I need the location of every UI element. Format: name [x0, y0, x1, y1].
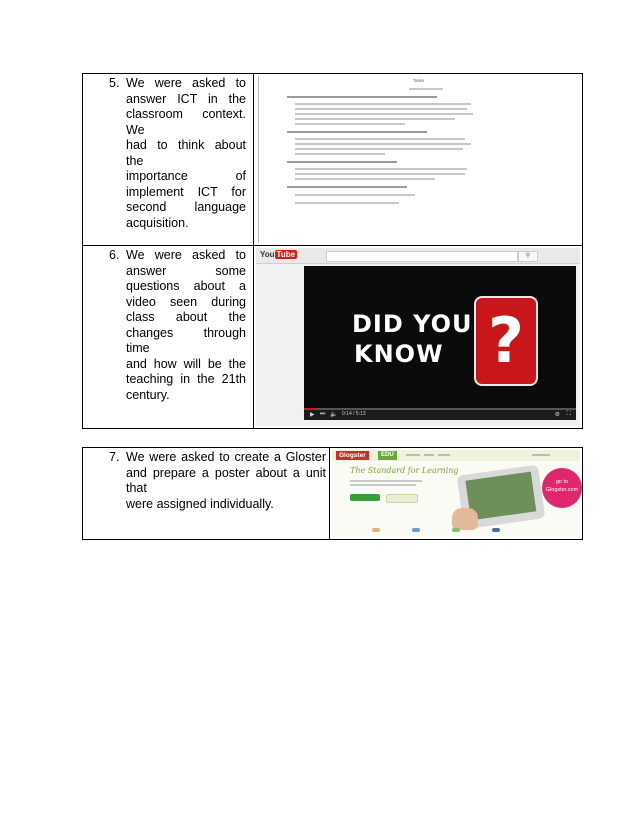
item-number: 7.	[109, 450, 120, 464]
hand-image	[452, 508, 478, 530]
video-page	[256, 248, 580, 426]
document-line	[295, 178, 435, 180]
document-screenshot	[254, 74, 582, 245]
video-player-screenshot	[254, 246, 582, 428]
site-subtitle-line	[350, 484, 416, 486]
question-mark-icon: ?	[474, 296, 538, 386]
activities-table-2	[82, 447, 583, 540]
table-row-6	[83, 245, 582, 428]
site-subtitle-line	[350, 480, 422, 482]
document-line	[295, 138, 465, 140]
edu-badge: EDU	[378, 451, 397, 460]
document-line	[409, 88, 443, 90]
description-line: importance of	[126, 169, 246, 183]
site-headline: The Standard for Learning	[350, 466, 459, 475]
description-cell	[83, 246, 254, 428]
footer-icon	[452, 528, 460, 532]
table-row-5	[83, 74, 582, 245]
description-line: teaching in the 21th	[126, 372, 246, 386]
logo-text: You	[260, 250, 275, 259]
nav-link	[424, 454, 434, 456]
glogster-badge: go to Glogster.com	[542, 468, 582, 508]
site-logo: Glogster	[336, 451, 369, 460]
play-icon: ▶	[310, 412, 315, 418]
document-line	[295, 113, 473, 115]
secondary-button	[386, 494, 418, 503]
video-time: 0:14 / 5:13	[342, 411, 366, 417]
glogster-website-screenshot	[330, 448, 582, 539]
footer-icon	[412, 528, 420, 532]
description-line: implement ICT for	[126, 184, 246, 199]
activities-table-1	[82, 73, 583, 429]
nav-link	[406, 454, 420, 456]
description-line: were assigned individually.	[126, 496, 274, 511]
video-title-line-2: KNOW	[354, 340, 444, 368]
item-number: 5.	[109, 76, 120, 90]
video-title-line-1: DID YOU	[352, 310, 473, 338]
description-line: acquisition.	[126, 215, 189, 230]
description-line: and prepare a poster about a unit that	[126, 465, 326, 495]
item-description	[126, 248, 246, 403]
description-line: video seen during	[126, 294, 246, 309]
description-line: classroom context. We	[126, 107, 246, 137]
document-line	[295, 153, 385, 155]
document-line	[295, 123, 405, 125]
document-line	[287, 131, 427, 133]
site-header	[332, 450, 580, 461]
item-number: 6.	[109, 248, 120, 262]
description-cell	[83, 448, 330, 539]
description-line: century.	[126, 387, 170, 402]
search-input	[326, 251, 518, 262]
search-icon: ⚲	[518, 251, 538, 262]
document-line	[295, 108, 467, 110]
description-line: answer some	[126, 263, 246, 278]
item-description	[126, 76, 246, 231]
document-line	[295, 194, 415, 196]
document-title: Tasks	[412, 78, 425, 83]
primary-button	[350, 494, 380, 501]
document-line	[287, 161, 397, 163]
document-line	[295, 202, 399, 204]
document-line	[295, 118, 455, 120]
description-line: and how will be the	[126, 356, 246, 371]
description-line: We were asked to	[126, 248, 246, 262]
description-line: questions about a	[126, 279, 246, 293]
document-line	[295, 168, 467, 170]
video-site-logo	[260, 250, 297, 259]
progress-fill	[304, 408, 315, 410]
description-cell	[83, 74, 254, 245]
footer-icon	[372, 528, 380, 532]
description-line: second language	[126, 200, 246, 214]
progress-bar	[304, 408, 576, 410]
nav-link	[438, 454, 450, 456]
settings-icon: ⚙	[554, 412, 560, 418]
document-line	[295, 173, 465, 175]
glogster-page	[332, 450, 580, 537]
footer-icon	[492, 528, 500, 532]
video-site-header	[256, 248, 580, 264]
description-line: We were asked to create a Gloster	[126, 450, 326, 464]
description-line: had to think about the	[126, 138, 246, 168]
document-line	[295, 148, 463, 150]
item-description	[126, 450, 326, 512]
description-line: changes through time	[126, 325, 246, 355]
table-row-7	[83, 448, 582, 539]
description-line: We were asked to	[126, 76, 246, 90]
document-line	[295, 103, 471, 105]
description-line: answer ICT in the	[126, 91, 246, 106]
description-line: class about the	[126, 310, 246, 324]
video-controls	[304, 408, 576, 420]
document-page	[258, 76, 578, 243]
footer-icons	[372, 528, 512, 532]
nav-link	[532, 454, 550, 456]
document-line	[287, 96, 437, 98]
next-icon: ⏭	[320, 411, 326, 417]
document-line	[295, 143, 471, 145]
video-frame	[304, 266, 576, 420]
volume-icon: 🔈	[330, 412, 338, 418]
fullscreen-icon: ⛶	[566, 411, 571, 417]
document-line	[287, 186, 407, 188]
logo-badge: Tube	[276, 250, 296, 259]
